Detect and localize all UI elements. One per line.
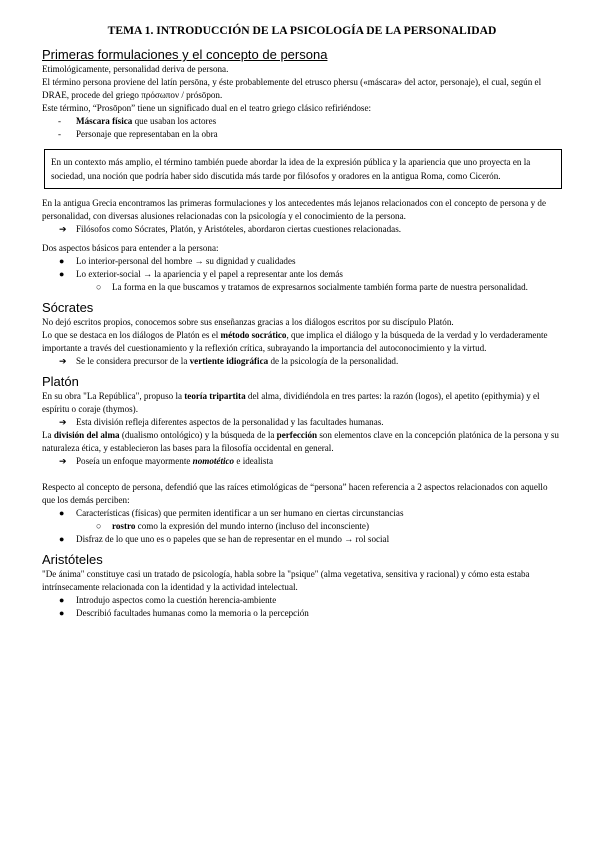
list-item [42, 128, 562, 141]
section-heading-socrates: Sócrates [42, 300, 94, 315]
list-item [42, 115, 562, 128]
list-text: Lo exterior-social → la apariencia y el papel a representar ante los demás [76, 269, 343, 279]
list-text: Disfraz de lo que uno es o papeles que se han de representar en el mundo → rol social [76, 534, 390, 544]
paragraph [42, 429, 562, 455]
bullet-marker: ● [59, 269, 65, 279]
paragraph: "De ánima" constituye casi un tratado de psicología, habla sobre la "psique" (alma vegetativa, sensitiva y racional) y cómo esta estaba intrínsecamente relacionada con la identidad y la actividad intelectual. [42, 569, 530, 592]
bullet-list [42, 507, 562, 520]
dash-marker: - [58, 116, 62, 126]
box-text: En un contexto más amplio, el término también puede abordar la idea de la expresión pública y la apariencia que uno proyecta en la sociedad, una noción que podría haber sido discutida más tarde por filósofos y oradores en la antigua Roma, como Cicerón. [51, 157, 531, 181]
bold-term: vertiente idiográfica [189, 356, 269, 366]
list-item [42, 533, 562, 546]
dash-list [42, 115, 562, 141]
paragraph: Etimológicamente, personalidad deriva de persona. [42, 64, 229, 74]
bullet-marker: ● [59, 256, 65, 266]
list-text: Describió facultades humanas como la memoria o la percepción [76, 608, 309, 618]
section-heading-aristoteles: Aristóteles [42, 552, 103, 567]
list-text: Personaje que representaban en la obra [76, 129, 218, 139]
arrow-icon: ➔ [59, 224, 67, 234]
list-item [42, 594, 562, 607]
document-title: TEMA 1. INTRODUCCIÓN DE LA PSICOLOGÍA DE LA PERSONALIDAD [107, 24, 497, 37]
arrow-list [42, 416, 562, 429]
list-text: Características (físicas) que permiten identificar a un ser humano en ciertas circunstancias [76, 508, 404, 518]
list-item [42, 281, 562, 294]
paragraph [42, 390, 562, 416]
text-run: Poseía un enfoque mayormente [76, 456, 193, 466]
bullet-marker: ● [59, 534, 65, 544]
text-run: e idealista [234, 456, 273, 466]
bold-term: división del alma [53, 430, 120, 440]
arrow-list [42, 223, 562, 236]
text-run: son elementos clave en la concepción platónica de la persona y su naturaleza ética, y establecieron las bases para la filosofía occidental en general. [42, 430, 559, 453]
sub-bullet-list [42, 520, 562, 533]
paragraph: Este término, “Prosōpon” tiene un significado dual en el teatro griego clásico refiriéndose: [42, 103, 372, 113]
list-text: Lo interior-personal del hombre → su dignidad y cualidades [76, 256, 296, 266]
bullet-list [42, 594, 562, 620]
bold-term: teoría tripartita [184, 391, 246, 401]
arrow-list [42, 455, 562, 468]
text-run: En su obra "La República", propuso la [42, 391, 185, 401]
paragraph: No dejó escritos propios, conocemos sobre sus enseñanzas gracias a los diálogos escritos por su discípulo Platón. [42, 317, 454, 327]
list-item [42, 255, 562, 268]
list-item [42, 607, 562, 620]
paragraph: Dos aspectos básicos para entender a la persona: [42, 243, 219, 253]
text-run: como la expresión del mundo interno (incluso del inconsciente) [135, 521, 370, 531]
document-page [42, 24, 562, 620]
arrow-icon: ➔ [59, 417, 67, 427]
list-text: La forma en la que buscamos y tratamos de expresarnos socialmente también forma parte de nuestra personalidad. [112, 282, 528, 292]
bold-term: perfección [276, 430, 318, 440]
text-run: de la psicología de la personalidad. [268, 356, 399, 366]
list-text: Esta división refleja diferentes aspectos de la personalidad y las facultades humanas. [76, 417, 384, 427]
text-run: del alma, dividiéndola en tres partes: la razón (logos), el apetito (epithymia) y el espíritu o coraje (thymos). [42, 391, 540, 414]
paragraph: El término persona proviene del latín persōna, y éste probablemente del etrusco phersu («máscara» del actor, personaje), el cual, según el DRAE, procede del griego πρόσωπον / prósōpon. [42, 77, 542, 100]
section-heading-platon: Platón [42, 374, 79, 389]
text-run: (dualismo ontológico) y la búsqueda de la [119, 430, 277, 440]
list-item [42, 355, 562, 368]
bold-term: nomotético [192, 456, 235, 466]
dash-marker: - [58, 129, 62, 139]
text-run: , que implica el diálogo y la búsqueda de la verdad y lo verdaderamente importante a través del cuestionamiento y la reflexión crítica, subrayando la importancia del autoconocimiento y la virtud. [42, 330, 548, 353]
sub-bullet-list [42, 281, 562, 294]
paragraph [42, 329, 562, 355]
circle-marker: ○ [96, 282, 102, 292]
bullet-list [42, 533, 562, 546]
bullet-marker: ● [59, 508, 65, 518]
arrow-icon: ➔ [59, 456, 67, 466]
text-run: La [42, 430, 54, 440]
list-text: Introdujo aspectos como la cuestión herencia-ambiente [76, 595, 277, 605]
list-item [42, 520, 562, 533]
circle-marker: ○ [96, 521, 102, 531]
list-text: que usaban los actores [132, 116, 217, 126]
bullet-marker: ● [59, 608, 65, 618]
section-heading-persona: Primeras formulaciones y el concepto de persona [42, 47, 328, 62]
list-item [42, 455, 562, 468]
paragraph: En la antigua Grecia encontramos las primeras formulaciones y los antecedentes más lejanos relacionados con el concepto de persona y de personalidad, con diversas alusiones relacionadas con la psicología y el conocimiento de la persona. [42, 198, 547, 221]
bullet-marker: ● [59, 595, 65, 605]
text-run: Se le considera precursor de la [76, 356, 190, 366]
list-item [42, 416, 562, 429]
text-run: Lo que se destaca en los diálogos de Platón es el [42, 330, 221, 340]
highlight-box [44, 149, 562, 189]
arrow-list [42, 355, 562, 368]
list-text: Filósofos como Sócrates, Platón, y Aristóteles, abordaron ciertas cuestiones relacionadas. [76, 224, 402, 234]
bold-term: Máscara física [76, 116, 133, 126]
list-item [42, 223, 562, 236]
bold-term: rostro [112, 521, 136, 531]
arrow-icon: ➔ [59, 356, 67, 366]
list-item [42, 507, 562, 520]
paragraph: Respecto al concepto de persona, defendió que las raíces etimológicas de “persona” hacen referencia a 2 aspectos relacionados con aquello que los demás perciben: [42, 482, 548, 505]
bullet-list [42, 255, 562, 281]
list-item [42, 268, 562, 281]
bold-term: método socrático [220, 330, 287, 340]
